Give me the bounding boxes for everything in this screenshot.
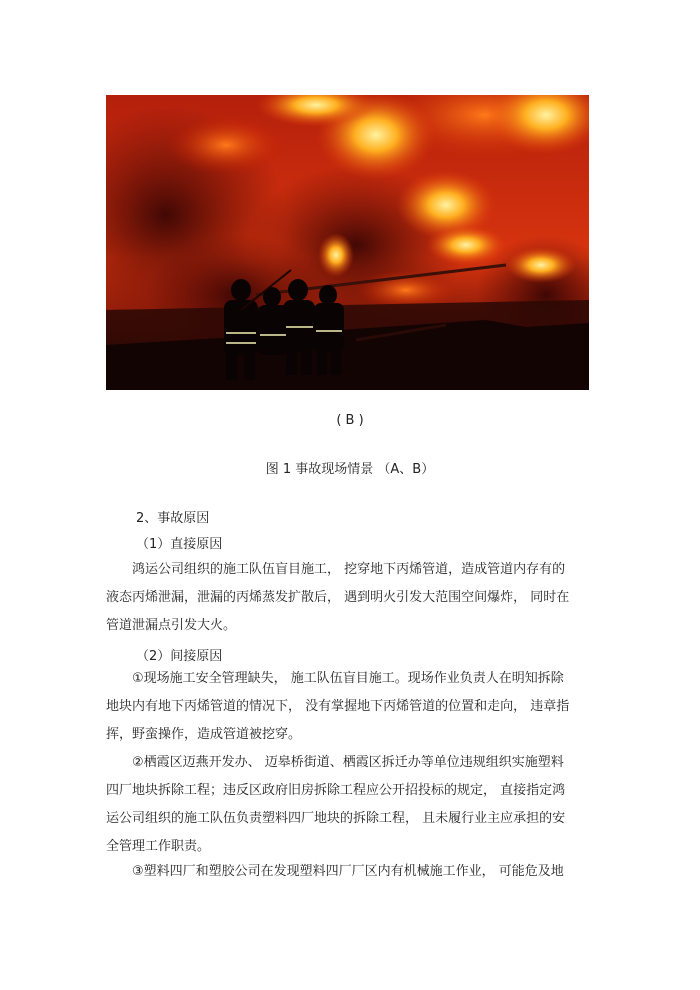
text-line: 管道泄漏点引发大火。 xyxy=(106,618,237,633)
figure-subcaption: ( B ) xyxy=(336,413,364,428)
text-line: 运公司组织的施工队伍负责塑料四厂地块的拆除工程， 且未履行业主应承担的安 xyxy=(106,811,566,826)
paragraph-indirect-item-3 xyxy=(106,858,589,886)
text-line: 全管理工作职责。 xyxy=(106,839,211,854)
text-line: 四厂地块拆除工程；违反区政府旧房拆除工程应公开招投标的规定， 直接指定鸿 xyxy=(106,783,566,798)
paragraph-indirect-item-2 xyxy=(106,749,589,861)
text-line: ②栖霞区迈燕开发办、 迈皋桥街道、栖霞区拆迁办等单位违规组织实施塑料 xyxy=(106,755,564,770)
section-heading: 2、事故原因 xyxy=(136,511,210,526)
text-line: 挥，野蛮操作，造成管道被挖穿。 xyxy=(106,727,302,742)
text-line: ③塑料四厂和塑胶公司在发现塑料四厂厂区内有机械施工作业， 可能危及地 xyxy=(106,864,564,879)
paragraph-direct-cause xyxy=(106,556,589,640)
figure-caption: 图 1 事故现场情景 （A、B） xyxy=(265,462,435,477)
text-line: 地块内有地下丙烯管道的情况下， 没有掌握地下丙烯管道的位置和走向， 违章指 xyxy=(106,699,570,714)
text-line: 鸿运公司组织的施工队伍盲目施工， 挖穿地下丙烯管道，造成管道内存有的 xyxy=(106,562,566,577)
subsection-heading-indirect: （2）间接原因 xyxy=(136,649,223,664)
text-line: 液态丙烯泄漏，泄漏的丙烯蒸发扩散后， 遇到明火引发大范围空间爆炸， 同时在 xyxy=(106,590,570,605)
text-line: ①现场施工安全管理缺失， 施工队伍盲目施工。现场作业负责人在明知拆除 xyxy=(106,671,564,686)
subsection-heading-direct: （1）直接原因 xyxy=(136,537,223,552)
paragraph-indirect-item-1 xyxy=(106,665,589,749)
fire-scene-photo xyxy=(106,95,589,390)
